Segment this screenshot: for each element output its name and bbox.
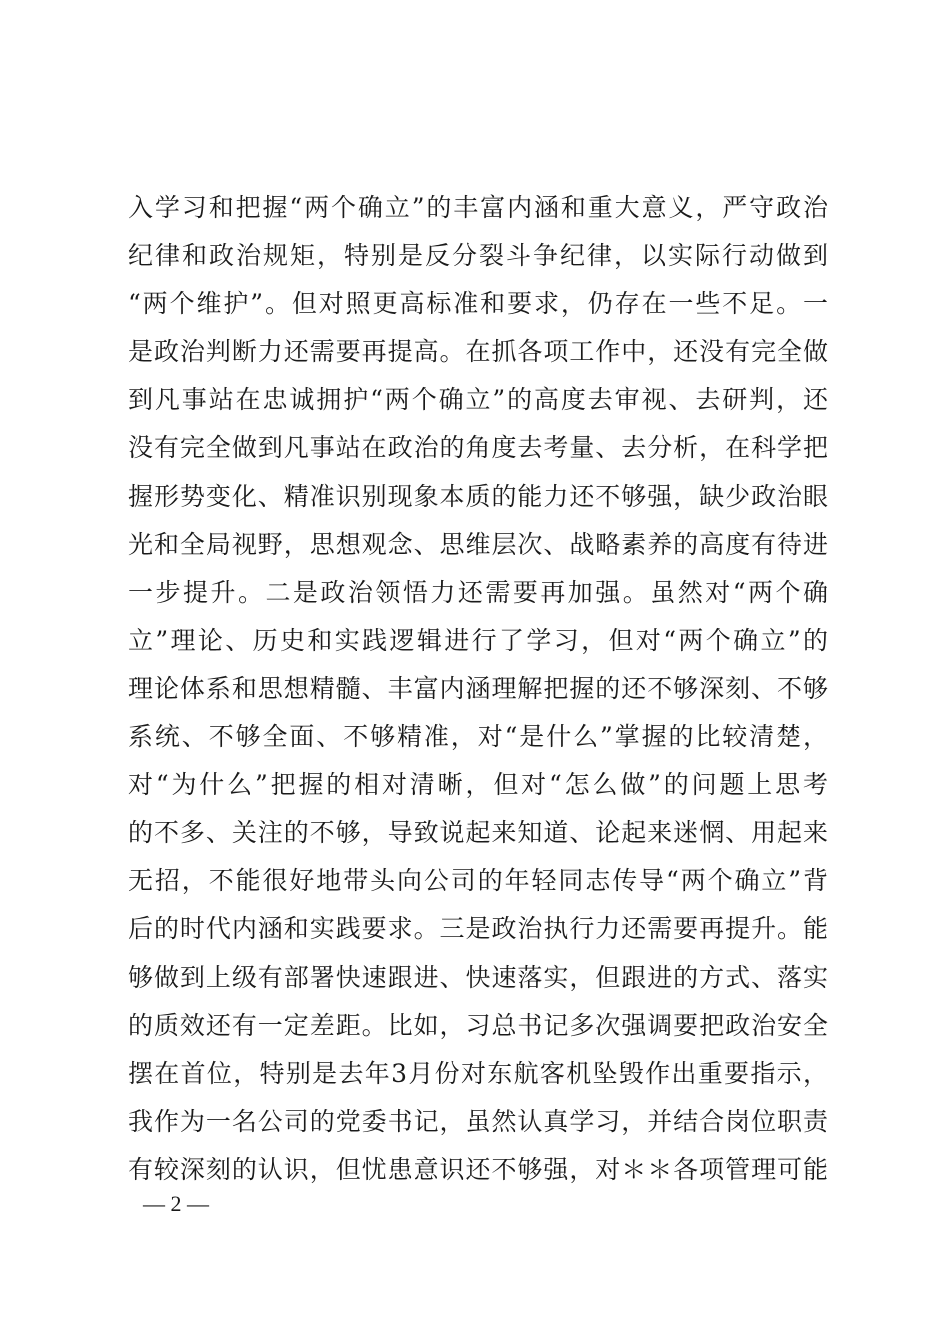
text-line: 对“为什么”把握的相对清晰，但对“怎么做”的问题上思考	[128, 770, 828, 800]
text-line: 立”理论、历史和实践逻辑进行了学习，但对“两个确立”的	[128, 625, 828, 655]
text-line: 握形势变化、精准识别现象本质的能力还不够强，缺少政治眼	[128, 481, 828, 511]
text-line: 理论体系和思想精髓、丰富内涵理解把握的还不够深刻、不够	[128, 673, 828, 703]
text-line: 一步提升。二是政治领悟力还需要再加强。虽然对“两个确	[128, 577, 828, 607]
text-line: 到凡事站在忠诚拥护“两个确立”的高度去审视、去研判，还	[128, 385, 828, 415]
body-paragraph	[128, 184, 828, 1194]
text-line: “两个维护”。但对照更高标准和要求，仍存在一些不足。一	[128, 289, 828, 319]
text-line: 的不多、关注的不够，导致说起来知道、论起来迷惘、用起来	[128, 818, 828, 848]
text-line: 光和全局视野，思想观念、思维层次、战略素养的高度有待进	[128, 529, 828, 559]
text-line: 的质效还有一定差距。比如，习总书记多次强调要把政治安全	[128, 1010, 828, 1040]
page-number: — 2 —	[143, 1191, 209, 1216]
text-line: 我作为一名公司的党委书记，虽然认真学习，并结合岗位职责	[128, 1106, 828, 1136]
text-line: 纪律和政治规矩，特别是反分裂斗争纪律，以实际行动做到	[128, 241, 828, 271]
text-line: 是政治判断力还需要再提高。在抓各项工作中，还没有完全做	[128, 337, 828, 367]
text-line: 入学习和把握“两个确立”的丰富内涵和重大意义，严守政治	[128, 193, 828, 222]
text-line: 够做到上级有部署快速跟进、快速落实，但跟进的方式、落实	[128, 962, 828, 992]
text-line: 后的时代内涵和实践要求。三是政治执行力还需要再提升。能	[128, 914, 828, 944]
text-line: 没有完全做到凡事站在政治的角度去考量、去分析，在科学把	[128, 433, 828, 463]
text-line: 无招，不能很好地带头向公司的年轻同志传导“两个确立”背	[128, 866, 828, 896]
text-line: 有较深刻的认识，但忧患意识还不够强，对＊＊各项管理可能	[128, 1154, 828, 1184]
text-line: 系统、不够全面、不够精准，对“是什么”掌握的比较清楚，	[128, 722, 828, 752]
text-line: 摆在首位，特别是去年3月份对东航客机坠毁作出重要指示，	[128, 1058, 828, 1088]
